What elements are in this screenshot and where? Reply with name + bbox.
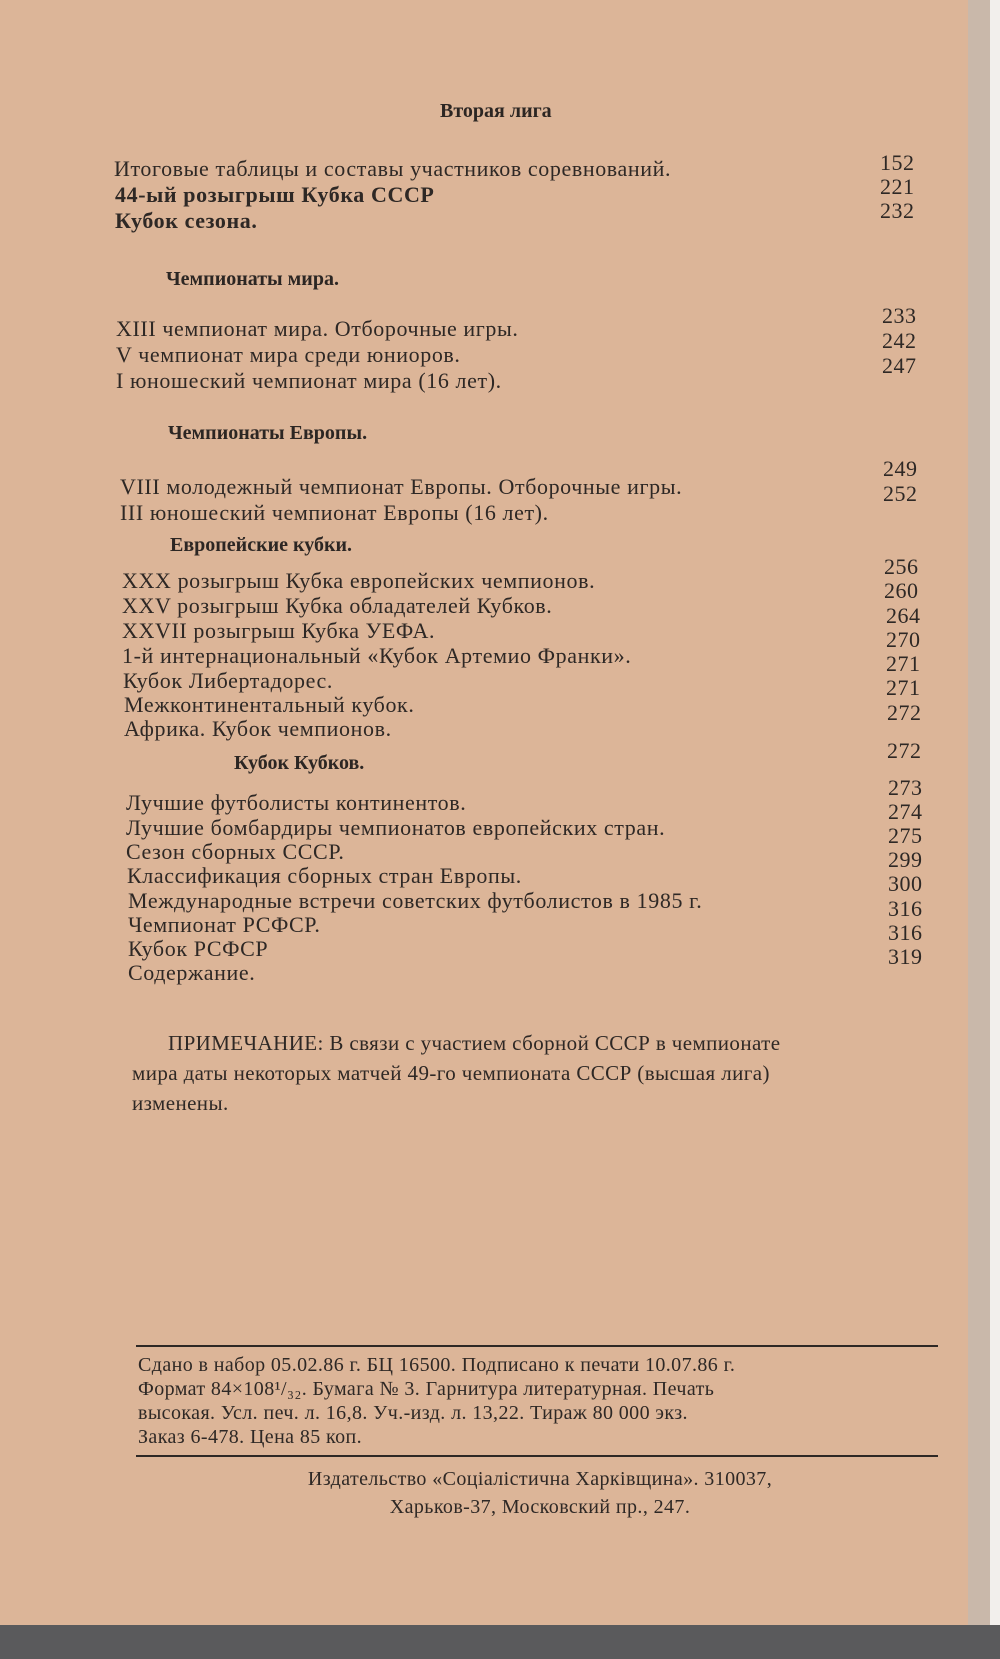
toc-entry-page: 271 <box>886 651 921 676</box>
toc-entry-text: Межконтинентальный кубок. <box>124 692 415 717</box>
toc-entry-text: Классификация сборных стран Европы. <box>127 863 522 888</box>
imprint-block <box>138 1353 938 1449</box>
scan-bottom-strip <box>0 1625 1000 1659</box>
toc-entry-text: Содержание. <box>128 960 256 985</box>
section-heading-second-league: Вторая лига <box>440 100 552 122</box>
toc-entry-page: 221 <box>880 174 915 199</box>
section-heading-european-cups: Европейские кубки. <box>170 534 353 556</box>
toc-entry-page: 272 <box>887 738 922 763</box>
toc-entry-text: Лучшие футболисты континентов. <box>126 790 467 815</box>
toc-entry-text: VIII молодежный чемпионат Европы. Отборочные игры. <box>120 474 683 499</box>
toc-entry-page: 249 <box>883 456 918 481</box>
toc-entry-page: 319 <box>888 944 923 969</box>
divider-bottom <box>136 1455 938 1457</box>
toc-entry-text: Итоговые таблицы и составы участников соревнований. <box>114 156 672 181</box>
toc-entry-text: Чемпионат РСФСР. <box>128 912 321 937</box>
toc-entry-page: 233 <box>882 303 917 328</box>
toc-entry-text: XXX розыгрыш Кубка европейских чемпионов. <box>122 568 596 593</box>
imprint-line: Сдано в набор 05.02.86 г. БЦ 16500. Подписано к печати 10.07.86 г. <box>138 1354 736 1376</box>
toc-entry-page: 264 <box>886 603 921 628</box>
toc-entry-text: Сезон сборных СССР. <box>126 839 345 864</box>
toc-entry-page: 260 <box>884 578 919 603</box>
toc-entry-text: Африка. Кубок чемпионов. <box>124 716 392 741</box>
toc-entry-page: 252 <box>883 481 918 506</box>
publisher-line: Харьков-37, Московский пр., 247. <box>389 1496 691 1518</box>
toc-entry-page: 270 <box>886 627 921 652</box>
toc-entry-page: 247 <box>882 353 917 378</box>
imprint-line: Формат 84×108¹/₃₂. Бумага № 3. Гарнитура литературная. Печать <box>138 1378 715 1400</box>
toc-entry-text: 44-ый розыгрыш Кубка СССР <box>115 182 435 207</box>
toc-entry-page: 152 <box>880 150 915 175</box>
toc-entry-text: Международные встречи советских футболистов в 1985 г. <box>128 888 703 913</box>
toc-entry-page: 242 <box>882 328 917 353</box>
publisher-line: Издательство «Соціалістична Харківщина». 310037, <box>307 1468 773 1490</box>
toc-entry-page: 274 <box>888 799 923 824</box>
imprint-line: высокая. Усл. печ. л. 16,8. Уч.-изд. л. 13,22. Тираж 80 000 экз. <box>138 1402 688 1424</box>
toc-entry-page: 232 <box>880 198 915 223</box>
toc-entry-text: I юношеский чемпионат мира (16 лет). <box>116 368 502 393</box>
toc-entry-text: III юношеский чемпионат Европы (16 лет). <box>120 500 549 525</box>
toc-entry-page: 316 <box>888 896 923 921</box>
section-heading-cup-of-cups: Кубок Кубков. <box>234 752 365 774</box>
note-line: ПРИМЕЧАНИЕ: В связи с участием сборной СССР в чемпионате <box>168 1031 781 1055</box>
toc-entry-text: Кубок РСФСР <box>128 936 269 961</box>
toc-entry-page: 256 <box>884 554 919 579</box>
note-line: мира даты некоторых матчей 49-го чемпионата СССР (высшая лига) <box>132 1061 770 1085</box>
toc-entry-text: 1-й интернациональный «Кубок Артемио Франки». <box>122 643 632 668</box>
toc-entry-text: Кубок Либертадорес. <box>123 668 334 693</box>
toc-entry-page: 273 <box>888 775 923 800</box>
toc-entry-text: XIII чемпионат мира. Отборочные игры. <box>116 316 519 341</box>
toc-entry-page: 299 <box>888 847 923 872</box>
scan-margin <box>990 0 1000 1632</box>
toc-entry-text: V чемпионат мира среди юниоров. <box>116 342 461 367</box>
toc-entry-text: XXVII розыгрыш Кубка УЕФА. <box>122 618 436 643</box>
divider-top <box>136 1345 938 1347</box>
note-line: изменены. <box>132 1091 229 1115</box>
toc-entry-page: 300 <box>888 871 923 896</box>
toc-entry-page: 316 <box>888 920 923 945</box>
toc-entry-text: Лучшие бомбардиры чемпионатов европейских стран. <box>126 815 666 840</box>
section-heading-world-championships: Чемпионаты мира. <box>166 268 339 290</box>
toc-entry-text: Кубок сезона. <box>115 208 258 233</box>
toc-entry-page: 272 <box>887 700 922 725</box>
toc-entry-text: XXV розыгрыш Кубка обладателей Кубков. <box>122 593 553 618</box>
toc-entry-page: 275 <box>888 823 923 848</box>
toc-entry-page: 271 <box>886 675 921 700</box>
imprint-line: Заказ 6-478. Цена 85 коп. <box>138 1426 363 1448</box>
note-block <box>132 1028 942 1118</box>
section-heading-european-championships: Чемпионаты Европы. <box>168 422 368 444</box>
